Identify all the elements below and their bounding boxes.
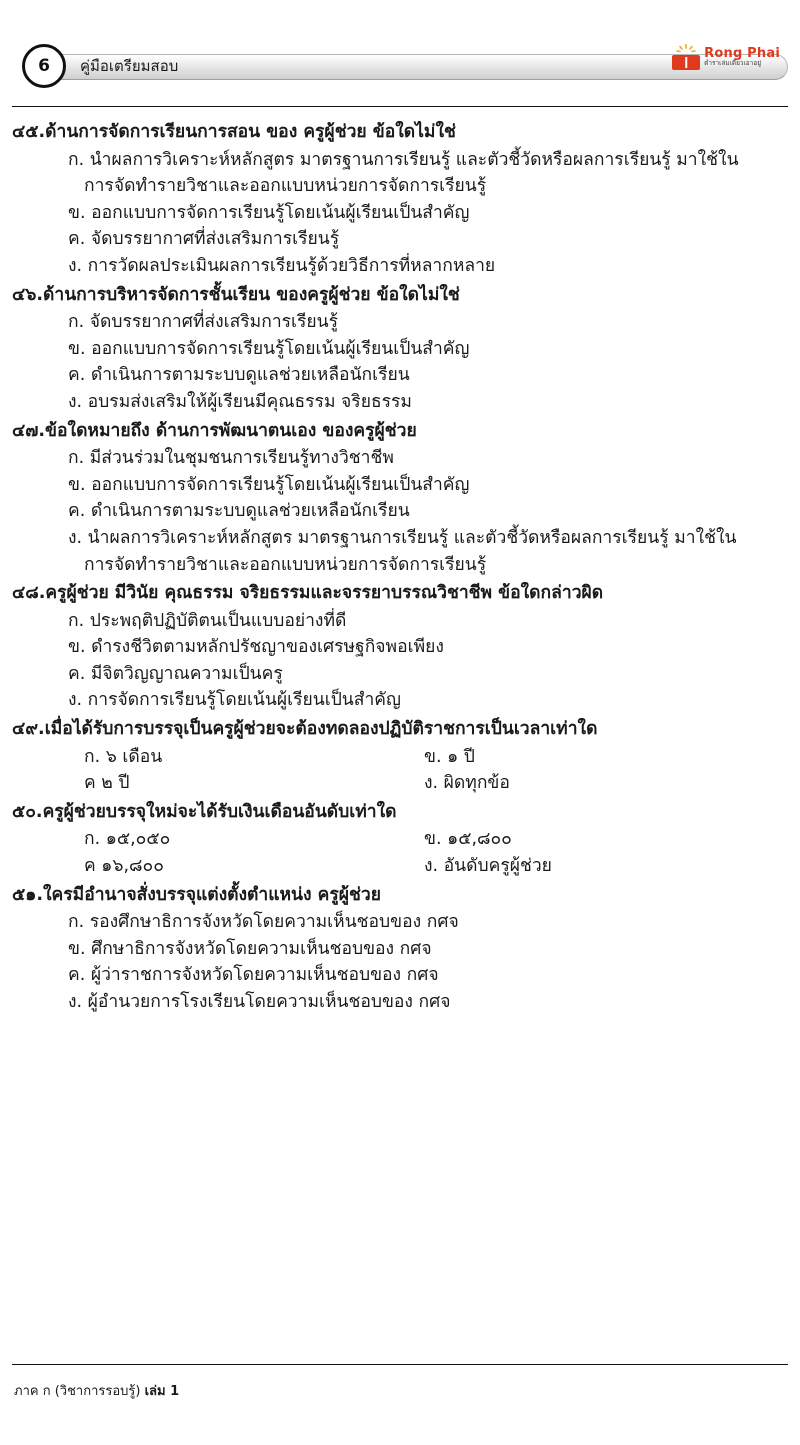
publisher-logo	[672, 44, 780, 70]
question-stem: ๔๙.เมื่อได้รับการบรรจุเป็นครูผู้ช่วยจะต้องทดลองปฏิบัติราชการเป็นเวลาเท่าใด	[12, 719, 598, 740]
answer-choice[interactable]: ก. นำผลการวิเคราะห์หลักสูตร มาตรฐานการเรียนรู้ และตัวชี้วัดหรือผลการเรียนรู้ มาใช้ใน	[68, 149, 739, 170]
answer-choice[interactable]: ข. ๑ ปี	[424, 746, 475, 767]
answer-choice[interactable]: ค ๒ ปี	[84, 773, 130, 794]
page-title: คู่มือเตรียมสอบ	[80, 57, 179, 75]
choice-row	[12, 744, 788, 771]
answer-choice[interactable]: ค. ดำเนินการตามระบบดูแลช่วยเหลือนักเรียน	[68, 365, 410, 386]
answer-choice[interactable]: ค. ผู้ว่าราชการจังหวัดโดยความเห็นชอบของ กศจ	[68, 965, 439, 986]
answer-choice[interactable]: ค. ดำเนินการตามระบบดูแลช่วยเหลือนักเรียน	[68, 501, 410, 522]
answer-choice[interactable]: ข. ๑๕,๘๐๐	[424, 829, 512, 850]
answer-choice[interactable]: ง. การจัดการเรียนรู้โดยเน้นผู้เรียนเป็นสำคัญ	[68, 690, 401, 711]
choice-row	[12, 770, 788, 797]
answer-choice[interactable]: ค ๑๖,๘๐๐	[84, 856, 164, 877]
question-block	[12, 119, 788, 280]
answer-choice[interactable]: ข. ศึกษาธิการจังหวัดโดยความเห็นชอบของ กศจ	[68, 938, 432, 959]
question-block	[12, 716, 788, 797]
answer-choice[interactable]: ก. จัดบรรยากาศที่ส่งเสริมการเรียนรู้	[68, 312, 339, 333]
page-header	[12, 30, 788, 102]
question-list	[12, 119, 788, 1016]
question-stem: ๕๑.ใครมีอำนาจสั่งบรรจุแต่งตั้งตำแหน่ง ครูผู้ช่วย	[12, 884, 381, 905]
choice-row	[12, 826, 788, 853]
answer-choice[interactable]: ข. ออกแบบการจัดการเรียนรู้โดยเน้นผู้เรียนเป็นสำคัญ	[68, 474, 470, 495]
answer-choice[interactable]: ง. ผู้อำนวยการโรงเรียนโดยความเห็นชอบของ กศจ	[68, 992, 451, 1012]
question-block	[12, 580, 788, 714]
question-stem: ๔๗.ข้อใดหมายถึง ด้านการพัฒนาตนเอง ของครูผู้ช่วย	[12, 420, 417, 441]
open-book-icon	[672, 55, 700, 70]
answer-choice[interactable]: ก. ประพฤติปฏิบัติตนเป็นแบบอย่างที่ดี	[68, 610, 347, 631]
answer-choice[interactable]: ค. มีจิตวิญญาณความเป็นครู	[68, 663, 283, 684]
page-number-badge: 6	[22, 44, 66, 88]
question-stem: ๔๕.ด้านการจัดการเรียนการสอน ของ ครูผู้ช่วย ข้อใดไม่ใช่	[12, 122, 456, 142]
logo-brand-text: Rong Phai	[704, 45, 780, 61]
footer-volume: เล่ม 1	[144, 1384, 180, 1399]
answer-choice[interactable]: ง. การวัดผลประเมินผลการเรียนรู้ด้วยวิธีการที่หลากหลาย	[68, 255, 496, 276]
question-stem: ๔๘.ครูผู้ช่วย มีวินัย คุณธรรม จริยธรรมและจรรยาบรรณวิชาชีพ ข้อใดกล่าวผิด	[12, 583, 604, 604]
answer-choice[interactable]: ข. ดำรงชีวิตตามหลักปรัชญาของเศรษฐกิจพอเพียง	[68, 637, 444, 658]
answer-choice[interactable]: ง. ผิดทุกข้อ	[424, 773, 510, 794]
question-block	[12, 418, 788, 579]
answer-choice[interactable]: ง. อบรมส่งเสริมให้ผู้เรียนมีคุณธรรม จริยธรรม	[68, 391, 412, 412]
logo-tagline-text: ตำราเล่มเดียวเอาอยู่	[704, 59, 762, 68]
page-footer	[14, 1380, 179, 1401]
question-stem: ๕๐.ครูผู้ช่วยบรรจุใหม่จะได้รับเงินเดือนอันดับเท่าใด	[12, 801, 397, 822]
answer-choice-continuation: การจัดทำรายวิชาและออกแบบหน่วยการจัดการเรียนรู้	[84, 176, 487, 197]
header-divider	[12, 106, 788, 107]
question-block	[12, 799, 788, 880]
footer-text: ภาค ก (วิชาการรอบรู้)	[14, 1384, 145, 1399]
footer-divider	[12, 1364, 788, 1365]
answer-choice[interactable]: ก. มีส่วนร่วมในชุมชนการเรียนรู้ทางวิชาชีพ	[68, 448, 394, 469]
choice-row	[12, 853, 788, 880]
answer-choice[interactable]: ก. ๖ เดือน	[84, 746, 163, 767]
answer-choice[interactable]: ก. ๑๕,๐๕๐	[84, 829, 171, 850]
answer-choice[interactable]: ค. จัดบรรยากาศที่ส่งเสริมการเรียนรู้	[68, 229, 340, 250]
answer-choice-continuation: การจัดทำรายวิชาและออกแบบหน่วยการจัดการเรียนรู้	[84, 554, 487, 575]
answer-choice[interactable]: ง. นำผลการวิเคราะห์หลักสูตร มาตรฐานการเรียนรู้ และตัวชี้วัดหรือผลการเรียนรู้ มาใช้ใน	[68, 527, 737, 548]
sun-rays-icon	[676, 44, 696, 54]
question-block	[12, 282, 788, 416]
answer-choice[interactable]: ข. ออกแบบการจัดการเรียนรู้โดยเน้นผู้เรียนเป็นสำคัญ	[68, 202, 470, 223]
answer-choice[interactable]: ข. ออกแบบการจัดการเรียนรู้โดยเน้นผู้เรียนเป็นสำคัญ	[68, 338, 470, 359]
answer-choice[interactable]: ก. รองศึกษาธิการจังหวัดโดยความเห็นชอบของ กศจ	[68, 912, 459, 933]
question-block	[12, 882, 788, 1016]
question-stem: ๔๖.ด้านการบริหารจัดการชั้นเรียน ของครูผู้ช่วย ข้อใดไม่ใช่	[12, 284, 460, 305]
book-logo-icon	[672, 44, 700, 70]
answer-choice[interactable]: ง. อันดับครูผู้ช่วย	[424, 856, 552, 877]
